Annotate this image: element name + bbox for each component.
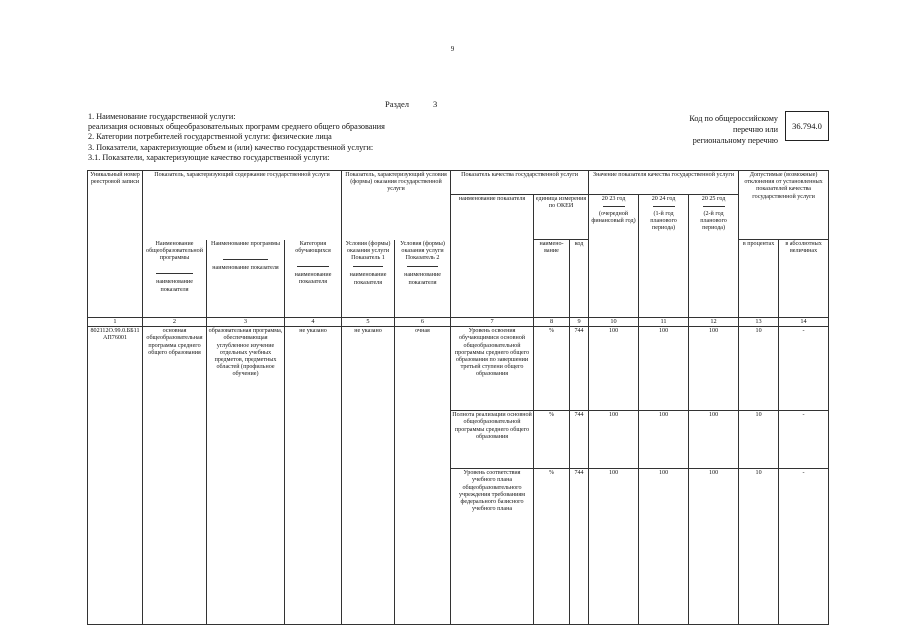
- record-category: не указано: [285, 327, 342, 625]
- info-line-1: 1. Наименование государственной услуги:: [88, 112, 236, 121]
- page-number: 9: [450, 45, 455, 53]
- info-line-2: реализация основных общеобразовательных программ среднего общего образования: [88, 122, 385, 132]
- section-number: 3: [433, 99, 438, 109]
- header-unit-name: наимено-вание: [534, 240, 570, 318]
- info-line-5: 3.1. Показатели, характеризующие качество государственной услуги:: [88, 152, 330, 162]
- indicator-dev-pct: 10: [739, 327, 779, 411]
- indicator-value-3: 100: [689, 327, 739, 411]
- column-numbers-row: 1 2 3 4 5 6 7 8 9 10 11 12 13 14: [88, 318, 829, 327]
- record-id: 802112О.99.0.ББ11АП76001: [88, 327, 143, 625]
- indicator-code: 744: [570, 469, 589, 625]
- indicator-unit: %: [534, 327, 570, 411]
- indicator-name: Уровень освоения обучающимися основной общеобразовательной программы среднего общего образования по завершении третьей ступени общего образования: [451, 327, 534, 411]
- header-year-1: 20 23 год (очередной финансовый год): [589, 195, 639, 318]
- indicator-value-3: 100: [689, 411, 739, 469]
- record-cond-2: очная: [395, 327, 451, 625]
- indicator-value-2: 100: [639, 411, 689, 469]
- indicator-dev-abs: -: [779, 411, 829, 469]
- indicator-value-1: 100: [589, 469, 639, 625]
- indicator-code: 744: [570, 411, 589, 469]
- indicator-name: Уровень соответствия учебного плана общеобразовательного учреждения требованиям федерального базисного учебного плана: [451, 469, 534, 625]
- header-category: Категория обучающихся наименование показателя: [285, 240, 342, 318]
- info-line-4: 3. Показатели, характеризующие объем и (или) качество государственной услуги:: [88, 142, 374, 152]
- header-unit-code: код: [570, 240, 589, 318]
- header-quality: Показатель качества государственной услуги: [451, 171, 589, 195]
- indicator-value-2: 100: [639, 327, 689, 411]
- header-dev-percent: в процентах: [739, 240, 779, 318]
- header-unique-number: Уникальный номер реестровой записи: [88, 171, 143, 318]
- header-values: Значение показателя качества государственной услуги: [589, 171, 739, 195]
- quality-table: [87, 170, 829, 625]
- header-quality-name: наименование показателя: [451, 195, 534, 318]
- indicator-dev-abs: -: [779, 327, 829, 411]
- header-year-2: 20 24 год (1-й год планового периода): [639, 195, 689, 318]
- code-label: Код по общероссийскому перечню или региональному перечню: [689, 114, 778, 145]
- record-program: основная общеобразовательная программа среднего общего образования: [143, 327, 207, 625]
- record-cond-1: не указано: [342, 327, 395, 625]
- code-value-box: 36.794.0: [785, 111, 829, 141]
- header-program: Наименование общеобразовательной программы наименование показателя: [143, 240, 207, 318]
- table-row: [88, 327, 829, 411]
- header-conditions: Показатель, характеризующий условия (формы) оказания государственной услуги: [342, 171, 451, 195]
- header-deviations: Допустимые (возможные) отклонения от установленных показателей качества государственной услуги: [739, 171, 829, 240]
- indicator-unit: %: [534, 469, 570, 625]
- section-heading: [385, 99, 437, 109]
- header-program-type: Наименование программы наименование показателя: [207, 240, 285, 318]
- header-cond-2: Условия (формы) оказания услуги Показатель 2 наименование показателя: [395, 240, 451, 318]
- header-cond-1: Условия (формы) оказания услуги Показатель 1 наименование показателя: [342, 240, 395, 318]
- indicator-code: 744: [570, 327, 589, 411]
- indicator-value-1: 100: [589, 327, 639, 411]
- indicator-value-3: 100: [689, 469, 739, 625]
- record-program-type: образовательная программа, обеспечивающая углубленное изучение отдельных учебных предметов, предметных областей (профильное обучение): [207, 327, 285, 625]
- header-unit: единица измерения по ОКЕИ: [534, 195, 589, 240]
- header-year-3: 20 25 год (2-й год планового периода): [689, 195, 739, 318]
- header-content: Показатель, характеризующий содержание государственной услуги: [143, 171, 342, 195]
- indicator-dev-pct: 10: [739, 469, 779, 625]
- indicator-value-1: 100: [589, 411, 639, 469]
- indicator-dev-abs: -: [779, 469, 829, 625]
- indicator-dev-pct: 10: [739, 411, 779, 469]
- header-dev-abs: в абсолютных величинах: [779, 240, 829, 318]
- indicator-name: Полнота реализации основной общеобразовательной программы среднего общего образования: [451, 411, 534, 469]
- indicator-value-2: 100: [639, 469, 689, 625]
- service-info: [88, 112, 385, 163]
- info-line-3: 2. Категории потребителей государственной услуги: физические лица: [88, 132, 332, 142]
- section-label: Раздел: [385, 99, 410, 109]
- indicator-unit: %: [534, 411, 570, 469]
